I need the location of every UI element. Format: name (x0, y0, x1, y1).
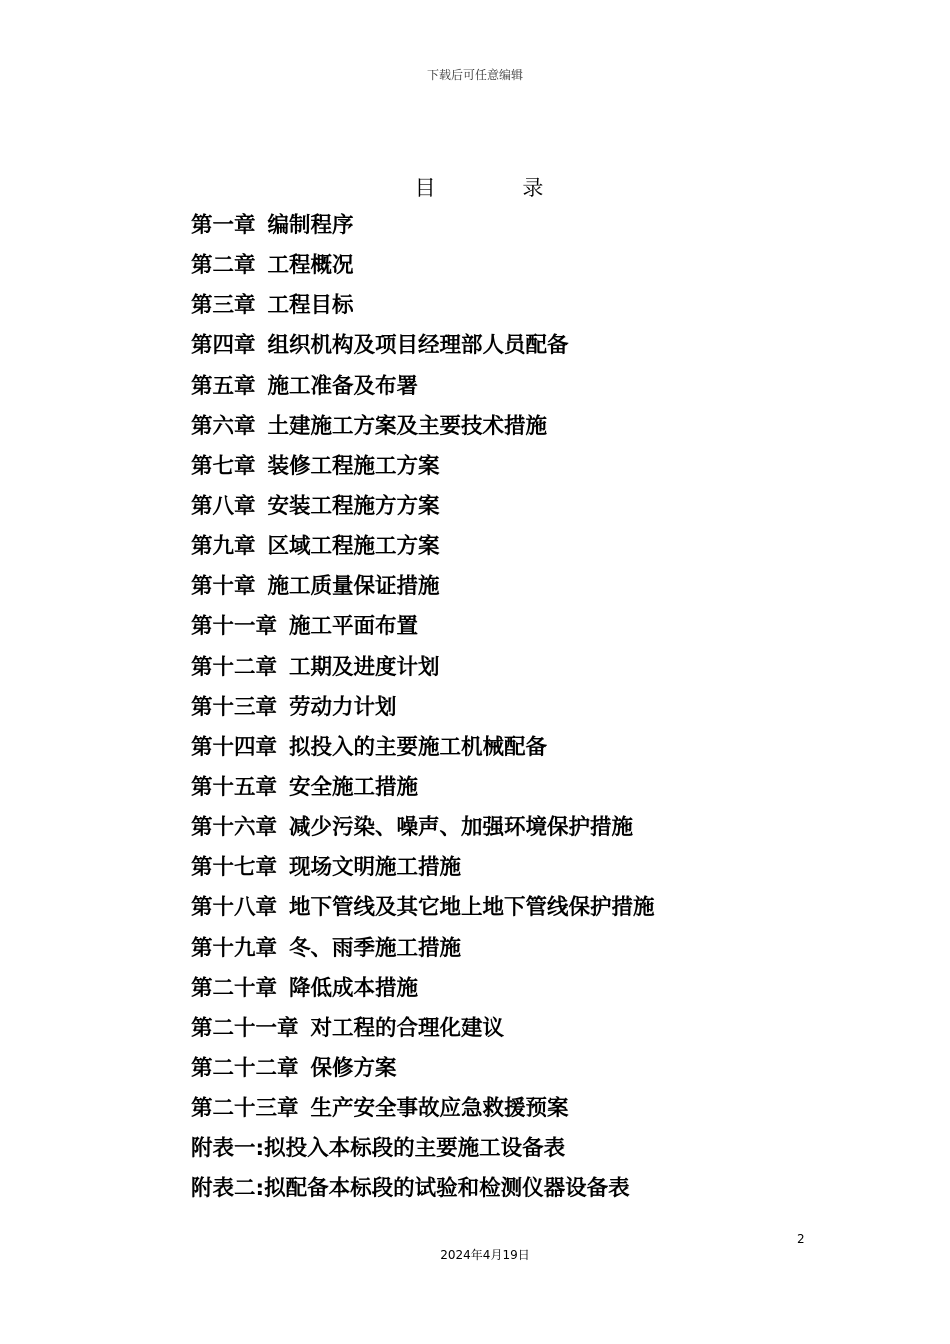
chapter-number: 第十章 (191, 574, 256, 600)
chapter-number: 第十九章 (191, 935, 278, 961)
toc-item (191, 848, 655, 888)
toc-item (191, 969, 655, 1009)
chapter-number: 第七章 (191, 453, 256, 479)
toc-appendix: 附表二:拟配备本标段的试验和检测仪器设备表 (191, 1176, 630, 1202)
toc-item (191, 1049, 655, 1089)
toc-item (191, 487, 655, 527)
chapter-title: 编制程序 (267, 213, 354, 238)
chapter-number: 第十七章 (191, 855, 278, 881)
toc-item (191, 607, 655, 647)
chapter-title: 安全施工措施 (289, 774, 419, 800)
chapter-title: 生产安全事故应急救援预案 (310, 1096, 569, 1122)
chapter-title: 冬、雨季施工措施 (289, 935, 462, 961)
chapter-number: 第二十二章 (191, 1055, 299, 1081)
toc-item (191, 688, 655, 728)
chapter-number: 第八章 (191, 493, 256, 519)
chapter-title: 地下管线及其它地上地下管线保护措施 (289, 895, 655, 921)
toc-item (191, 728, 655, 768)
chapter-title: 减少污染、噪声、加强环境保护措施 (289, 815, 634, 841)
chapter-title: 土建施工方案及主要技术措施 (267, 413, 548, 439)
toc-item (191, 648, 655, 688)
chapter-title: 工程目标 (267, 293, 354, 319)
chapter-title: 装修工程施工方案 (267, 453, 440, 479)
chapter-number: 第二章 (191, 253, 256, 279)
chapter-number: 第十八章 (191, 895, 278, 921)
chapter-number: 第九章 (191, 534, 256, 560)
chapter-title: 劳动力计划 (289, 694, 397, 720)
toc-item (191, 286, 655, 326)
toc-appendix: 附表一:拟投入本标段的主要施工设备表 (191, 1136, 566, 1162)
chapter-number: 第十五章 (191, 774, 278, 800)
chapter-number: 第十二章 (191, 654, 278, 680)
toc-item (191, 206, 655, 246)
chapter-title: 现场文明施工措施 (289, 855, 462, 881)
toc-item (191, 808, 655, 848)
chapter-number: 第六章 (191, 413, 256, 439)
chapter-title: 安装工程施方方案 (267, 493, 440, 519)
chapter-title: 工程概况 (267, 253, 354, 279)
toc-item (191, 367, 655, 407)
page-number: 2 (797, 1232, 805, 1246)
toc-title: 目 录 (414, 176, 584, 200)
chapter-number: 第五章 (191, 373, 256, 399)
toc-item (191, 768, 655, 808)
chapter-title: 组织机构及项目经理部人员配备 (267, 333, 569, 359)
chapter-title: 工期及进度计划 (289, 654, 440, 680)
chapter-number: 第十四章 (191, 734, 278, 760)
toc-item (191, 447, 655, 487)
toc-list (191, 206, 655, 1210)
toc-item (191, 326, 655, 366)
chapter-title: 施工平面布置 (289, 614, 419, 640)
toc-item (191, 888, 655, 928)
chapter-title: 降低成本措施 (289, 975, 419, 1001)
chapter-number: 第二十章 (191, 975, 278, 1001)
toc-item (191, 1009, 655, 1049)
chapter-title: 保修方案 (310, 1055, 397, 1081)
chapter-title: 施工质量保证措施 (267, 574, 440, 600)
header-note: 下载后可任意编辑 (426, 68, 523, 82)
toc-item (191, 246, 655, 286)
chapter-title: 区域工程施工方案 (267, 534, 440, 560)
chapter-number: 第二十三章 (191, 1096, 299, 1122)
toc-item (191, 527, 655, 567)
toc-item (191, 1089, 655, 1129)
toc-item (191, 407, 655, 447)
toc-item (191, 929, 655, 969)
chapter-number: 第十六章 (191, 815, 278, 841)
chapter-number: 第二十一章 (191, 1015, 299, 1041)
chapter-number: 第三章 (191, 293, 256, 319)
chapter-title: 对工程的合理化建议 (310, 1015, 505, 1041)
chapter-number: 第十一章 (191, 614, 278, 640)
chapter-title: 拟投入的主要施工机械配备 (289, 734, 548, 760)
chapter-number: 第一章 (191, 213, 256, 238)
chapter-number: 第十三章 (191, 694, 278, 720)
toc-item (191, 567, 655, 607)
chapter-number: 第四章 (191, 333, 256, 359)
footer-date: 2024年4月19日 (440, 1248, 530, 1262)
chapter-title: 施工准备及布署 (267, 373, 419, 399)
